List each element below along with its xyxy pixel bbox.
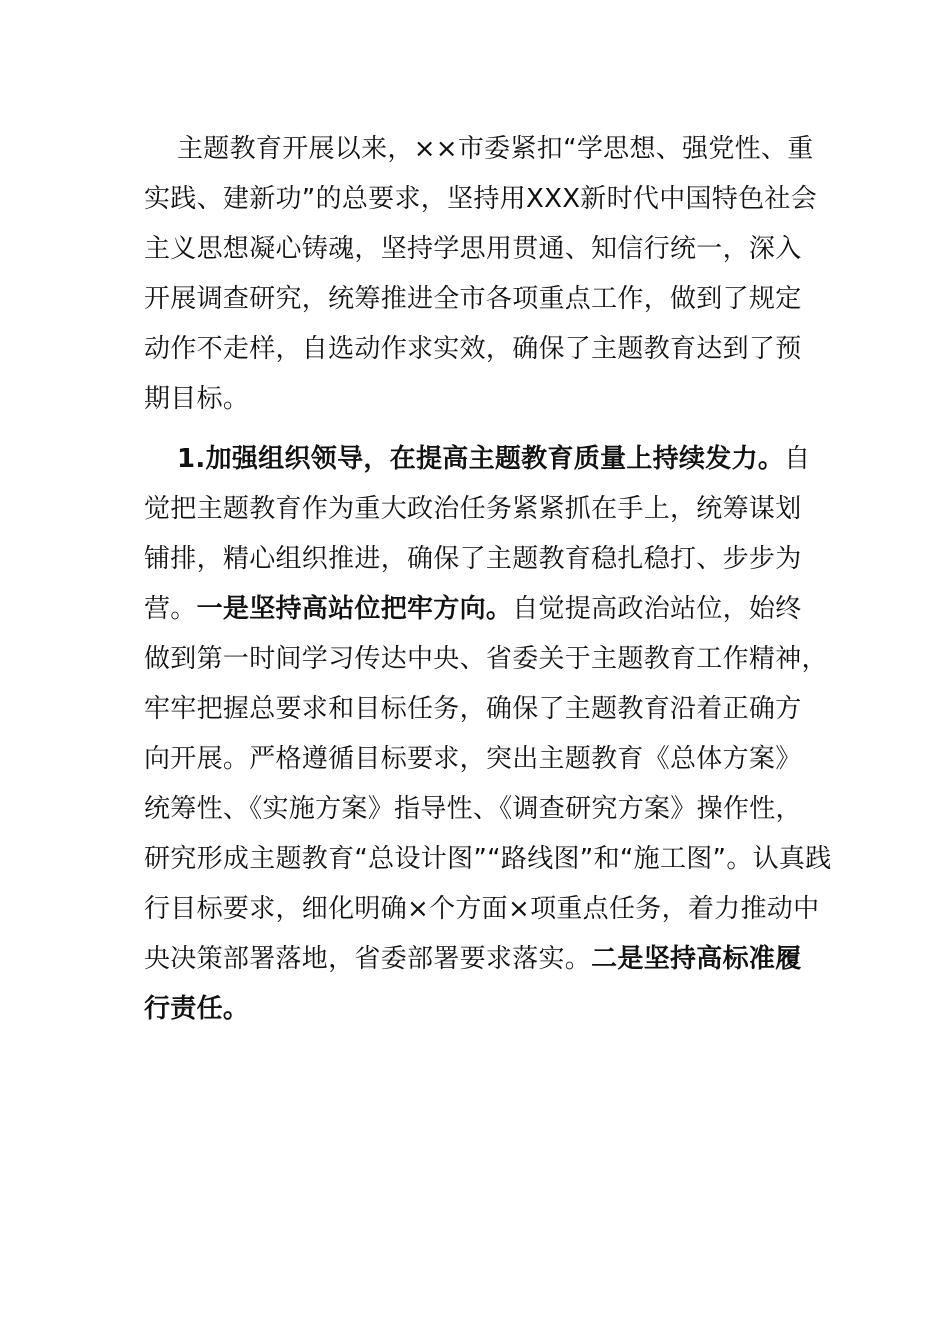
paragraph-line: 动作不走样，自选动作求实效，确保了主题教育达到了预: [144, 334, 802, 364]
paragraph-line: 期目标。: [144, 384, 250, 414]
body-text: 营。: [144, 594, 197, 624]
paragraph-line: 统筹性、《实施方案》指导性、《调查研究方案》操作性，: [144, 794, 802, 824]
body-text: 央决策部署落地，省委部署要求落实。: [144, 944, 592, 974]
paragraph-line: 觉把主题教育作为重大政治任务紧紧抓在手上，统筹谋划: [144, 494, 802, 524]
paragraph-line: [144, 434, 811, 484]
paragraph-line: 做到第一时间学习传达中央、省委关于主题教育工作精神，: [144, 644, 828, 674]
body-text: 自: [784, 444, 811, 474]
paragraph-line: 行目标要求，细化明确×个方面×项重点任务，着力推动中: [144, 894, 820, 924]
paragraph-section-1: [144, 434, 832, 1034]
paragraph-line: 主题教育开展以来，××市委紧扣“学思想、强党性、重: [177, 134, 814, 164]
body-text: 自觉提高政治站位，始终: [512, 594, 802, 624]
paragraph-line: 行责任。: [144, 994, 250, 1024]
subheading-two: 二是坚持高标准履: [591, 944, 802, 974]
paragraph-line: 铺排，精心组织推进，确保了主题教育稳扎稳打、步步为: [144, 544, 802, 574]
paragraph-intro: [144, 124, 818, 424]
paragraph-line: [144, 934, 808, 984]
paragraph-line: 研究形成主题教育“总设计图”“路线图”和“施工图”。认真践: [144, 844, 832, 874]
paragraph-line: 向开展。严格遵循目标要求，突出主题教育《总体方案》: [144, 744, 802, 774]
paragraph-line: 开展调查研究，统筹推进全市各项重点工作，做到了规定: [144, 284, 802, 314]
paragraph-line: 主义思想凝心铸魂，坚持学思用贯通、知信行统一，深入: [144, 234, 802, 264]
paragraph-line: [144, 584, 808, 634]
paragraph-line: 牢牢把握总要求和目标任务，确保了主题教育沿着正确方: [144, 694, 802, 724]
paragraph-line: 实践、建新功”的总要求，坚持用XXX新时代中国特色社会: [144, 184, 818, 214]
subheading-one: 一是坚持高站位把牢方向。: [196, 594, 513, 624]
section-heading: 1.加强组织领导，在提高主题教育质量上持续发力。: [177, 444, 785, 474]
